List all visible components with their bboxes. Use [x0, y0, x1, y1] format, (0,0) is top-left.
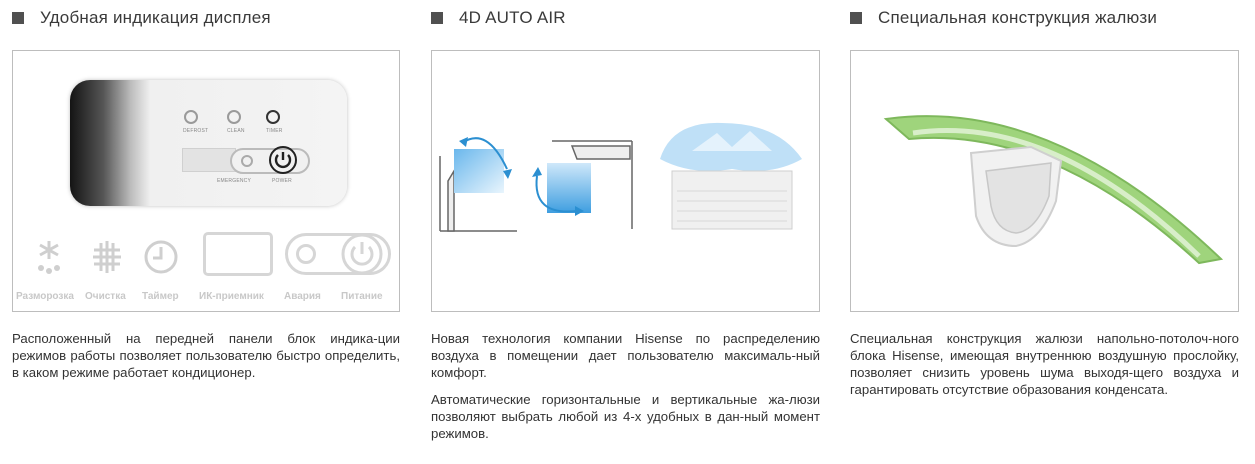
airflow-cloud-2: [547, 163, 591, 213]
legend-label-timer: Таймер: [142, 291, 179, 302]
section-louvre-design: [850, 0, 1239, 397]
power-icon: [268, 145, 298, 175]
ir-receiver-icon: [203, 232, 273, 276]
section-text: [12, 330, 400, 391]
section-header: [431, 0, 820, 36]
legend-label-emergency: Авария: [284, 291, 321, 302]
section-text: [431, 330, 820, 452]
panel-label-power: POWER: [272, 178, 292, 184]
defrost-icon: [184, 110, 198, 124]
paragraph: Новая технология компании Hisense по распределению воздуха в помещении дает пользователю максималь-ный комфорт.: [431, 331, 820, 380]
section-title: Удобная индикация дисплея: [40, 8, 271, 27]
section-4d-auto-air: [431, 0, 820, 441]
paragraph: Специальная конструкция жалюзи напольно-потолоч-ного блока Hisense, имеющая внутреннюю воздушную прослойку, позволяет снизить уровень шума выходя-щего воздуха и гарантировать отсутствие образования конденсата.: [850, 331, 1239, 397]
clean-grid-icon: [90, 237, 124, 277]
panel-label-emergency: EMERGENCY: [217, 178, 252, 184]
section-title: 4D AUTO AIR: [459, 8, 566, 27]
ir-receiver-window: [182, 148, 236, 172]
bullet-square-icon: [12, 12, 24, 24]
section-header: [850, 0, 1239, 36]
bullet-square-icon: [431, 12, 443, 24]
emergency-icon: [296, 244, 316, 264]
section-header: [12, 0, 400, 36]
louvre-illustration: [851, 51, 1238, 311]
timer-clock-icon: [143, 237, 179, 277]
airflow-image-frame: [431, 50, 820, 312]
floor-ceiling-unit: [672, 171, 792, 229]
panel-label-clean: CLEAN: [227, 128, 245, 134]
legend-label-power: Питание: [341, 291, 383, 302]
clean-icon: [227, 110, 241, 124]
paragraph: Расположенный на передней панели блок индика-ции режимов работы позволяет пользователю быстро определить, в каком режиме работает кондиционер.: [12, 331, 400, 380]
louvre-image-frame: [850, 50, 1239, 312]
panel-label-timer: TIMER: [266, 128, 283, 134]
airflow-cloud-1: [454, 149, 504, 193]
legend-label-defrost: Разморозка: [16, 291, 74, 302]
defrost-snowflake-icon: [32, 237, 66, 277]
section-text: [850, 330, 1239, 408]
panel-label-defrost: DEFROST: [183, 128, 209, 134]
paragraph: Автоматические горизонтальные и вертикальные жа-люзи позволяют выбрать любой из 4-х удобных в дан-ный момент режимов.: [431, 392, 820, 441]
power-legend-icon: [341, 233, 383, 275]
legend-label-ir: ИК-приемник: [199, 291, 264, 302]
legend-label-clean: Очистка: [85, 291, 126, 302]
display-panel: [70, 80, 347, 206]
emergency-dot-icon: [241, 155, 253, 167]
bullet-square-icon: [850, 12, 862, 24]
airflow-illustration: [432, 51, 819, 311]
timer-icon: [266, 110, 280, 124]
section-title: Специальная конструкция жалюзи: [878, 8, 1158, 27]
section-display-indication: [12, 0, 400, 380]
display-image-frame: [12, 50, 400, 312]
